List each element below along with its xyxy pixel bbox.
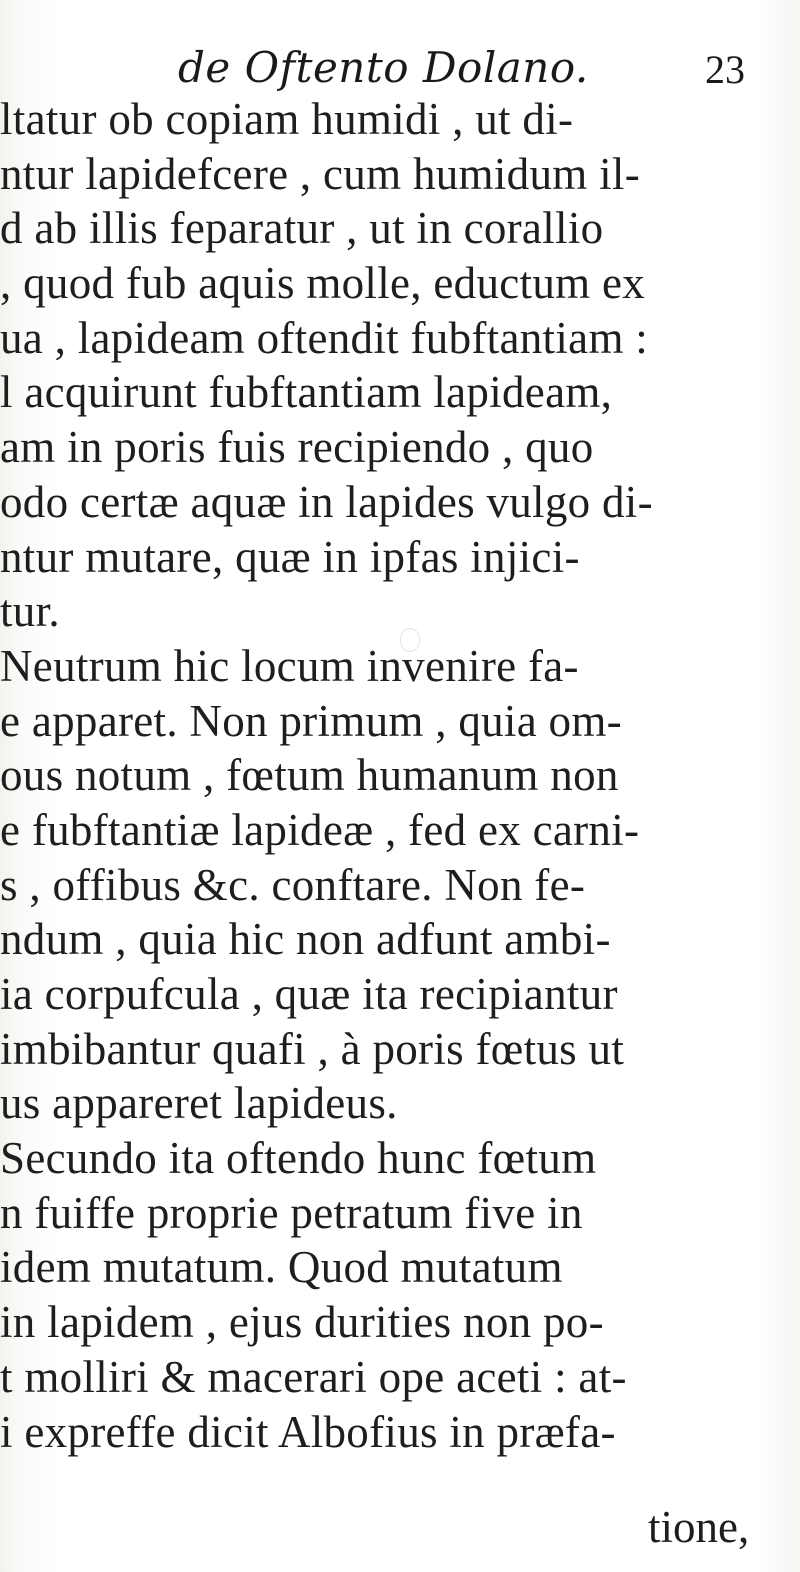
text-line: odo certæ aquæ in lapides vulgo di- bbox=[0, 476, 653, 527]
text-line: , quod fub aquis molle, eductum ex bbox=[0, 258, 646, 309]
text-line: ltatur ob copiam humidi , ut di- bbox=[0, 94, 574, 144]
paper-blemish bbox=[400, 628, 420, 652]
text-line: us appareret lapideus. bbox=[0, 1078, 398, 1129]
text-line: t molliri & macerari ope aceti : at- bbox=[0, 1351, 627, 1402]
running-title: de Oftento Dolano. bbox=[178, 43, 589, 92]
body-text bbox=[0, 92, 800, 1459]
text-line: ua , lapideam oftendit fubftantiam : bbox=[0, 312, 649, 363]
text-line: ntur lapidefcere , cum humidum il- bbox=[0, 148, 641, 199]
text-line: Neutrum hic locum invenire fa- bbox=[0, 640, 579, 691]
text-line: ous notum , fœtum humanum non bbox=[0, 750, 619, 801]
text-line: s , offibus &c. conftare. Non fe- bbox=[0, 859, 586, 910]
catchword: tione, bbox=[648, 1502, 750, 1552]
text-line: e apparet. Non primum , quia om- bbox=[0, 695, 622, 746]
catchword-row bbox=[0, 1497, 800, 1557]
text-line: ntur mutare, quæ in ipfas injici- bbox=[0, 531, 580, 582]
page-number: 23 bbox=[705, 47, 745, 92]
text-line: imbibantur quafi , à poris fœtus ut bbox=[0, 1023, 625, 1074]
text-line: Secundo ita oftendo hunc fœtum bbox=[0, 1133, 597, 1184]
text-line: d ab illis feparatur , ut in corallio bbox=[0, 203, 604, 254]
text-line: idem mutatum. Quod mutatum bbox=[0, 1242, 563, 1293]
text-line: i expreffe dicit Albofius in præfa- bbox=[0, 1406, 616, 1457]
text-line: e fubftantiæ lapideæ , fed ex carni- bbox=[0, 804, 640, 855]
text-line: n fuiffe proprie petratum five in bbox=[0, 1187, 583, 1238]
text-line: am in poris fuis recipiendo , quo bbox=[0, 422, 594, 473]
text-line: tur. bbox=[0, 586, 60, 637]
text-line: ndum , quia hic non adfunt ambi- bbox=[0, 914, 611, 965]
text-line: l acquirunt fubftantiam lapideam, bbox=[0, 367, 613, 418]
text-line: in lapidem , ejus durities non po- bbox=[0, 1297, 604, 1348]
text-line: ia corpufcula , quæ ita recipiantur bbox=[0, 969, 618, 1019]
page-header bbox=[0, 38, 800, 98]
